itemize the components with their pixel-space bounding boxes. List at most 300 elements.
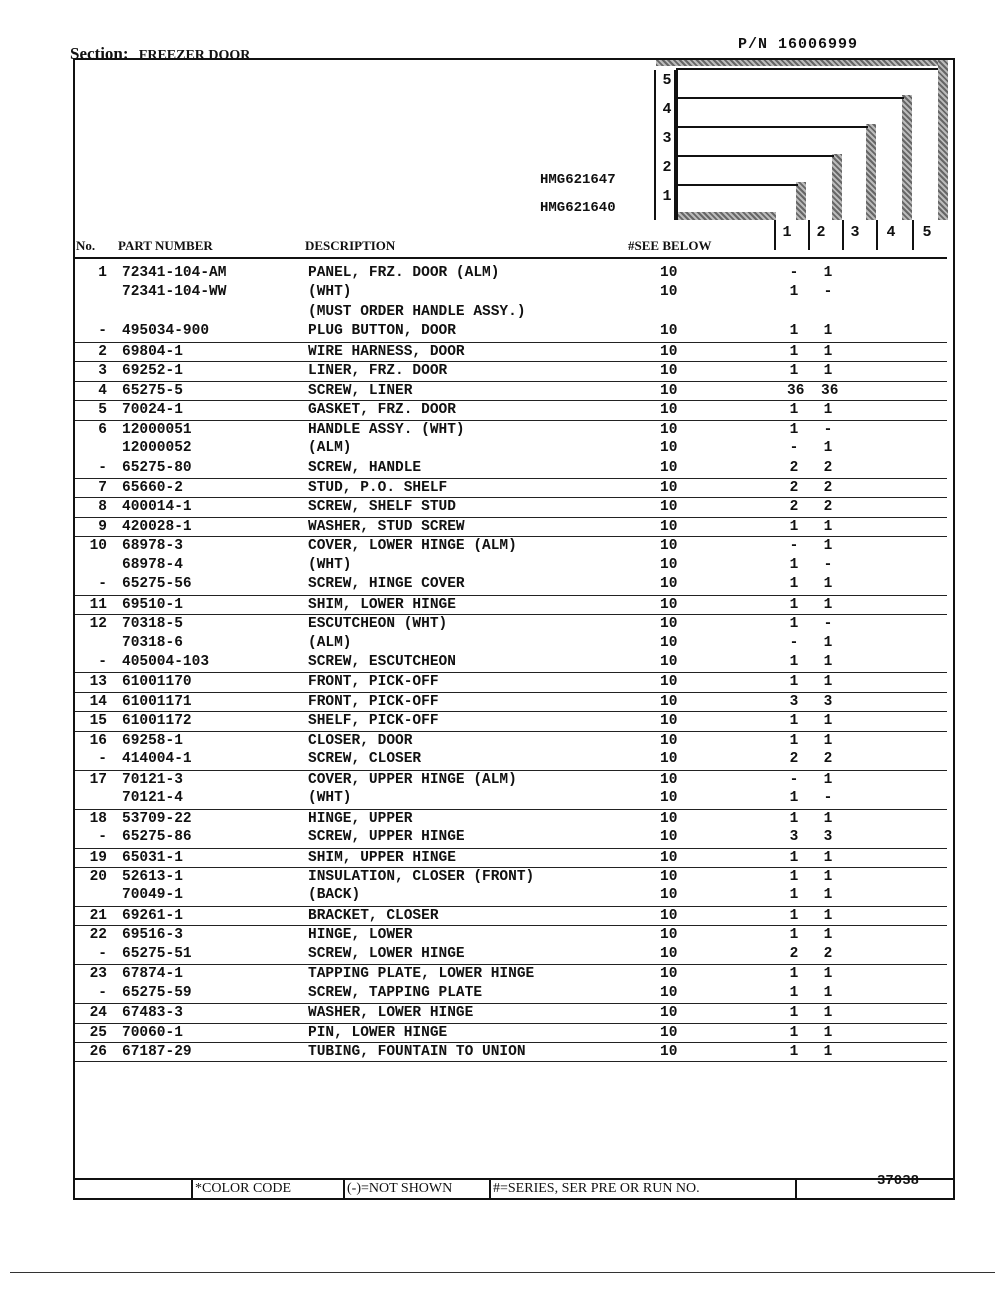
part-number: 414004-1 xyxy=(122,751,192,768)
table-row xyxy=(75,945,947,964)
item-number: 8 xyxy=(98,499,107,516)
table-row xyxy=(75,634,947,653)
item-number: - xyxy=(98,576,107,593)
qty-model-1: 1 xyxy=(789,907,799,924)
qty-model-2: 1 xyxy=(823,1024,833,1041)
description: FRONT, PICK-OFF xyxy=(308,674,439,691)
series: 10 xyxy=(660,323,678,340)
description: SCREW, TAPPING PLATE xyxy=(308,984,483,1001)
qty-model-1: 1 xyxy=(789,849,799,866)
item-number: - xyxy=(98,984,107,1001)
description: SCREW, ESCUTCHEON xyxy=(308,654,456,670)
part-number: 67874-1 xyxy=(122,966,183,983)
description: WIRE HARNESS, DOOR xyxy=(308,343,465,360)
item-number: 13 xyxy=(89,674,107,691)
item-number: - xyxy=(98,323,107,340)
table-row xyxy=(75,342,947,362)
header-rule xyxy=(75,257,947,259)
table-row xyxy=(75,925,947,945)
series: 10 xyxy=(660,402,678,419)
qty-model-2: 1 xyxy=(823,966,833,983)
series: 10 xyxy=(660,654,678,670)
qty-model-1: 1 xyxy=(789,616,799,633)
qty-model-1: 1 xyxy=(789,343,799,360)
item-number: 10 xyxy=(89,538,107,555)
part-number: 405004-103 xyxy=(122,654,210,670)
qty-model-1: 1 xyxy=(789,1044,799,1060)
qty-model-2: 1 xyxy=(823,265,833,281)
qty-model-1: 2 xyxy=(789,751,799,768)
qty-model-1: 1 xyxy=(789,790,799,807)
table-row xyxy=(75,400,947,420)
item-number: 25 xyxy=(89,1024,107,1041)
qty-model-2: 1 xyxy=(823,1005,833,1022)
item-number: 14 xyxy=(89,693,107,710)
description: SHIM, LOWER HINGE xyxy=(308,596,456,613)
qty-model-1: - xyxy=(789,265,799,281)
qty-model-2: 1 xyxy=(823,576,833,593)
part-number: 400014-1 xyxy=(122,499,192,516)
table-row xyxy=(75,381,947,401)
qty-model-1: 1 xyxy=(789,1024,799,1041)
description: COVER, LOWER HINGE (ALM) xyxy=(308,538,517,555)
qty-model-1: 1 xyxy=(789,654,799,670)
series: 10 xyxy=(660,674,678,691)
qty-model-1: 1 xyxy=(789,984,799,1001)
table-row xyxy=(75,497,947,517)
part-number: 68978-4 xyxy=(122,556,183,573)
description: SCREW, UPPER HINGE xyxy=(308,829,465,846)
series: 10 xyxy=(660,596,678,613)
item-number: - xyxy=(98,654,107,670)
qty-model-2: 1 xyxy=(823,927,833,944)
description: SCREW, LINER xyxy=(308,382,413,399)
qty-model-1: 1 xyxy=(789,887,799,904)
part-number: 67187-29 xyxy=(122,1044,192,1060)
part-number: 69510-1 xyxy=(122,596,183,613)
description: SCREW, HINGE COVER xyxy=(308,576,465,593)
qty-model-2: - xyxy=(823,790,833,807)
qty-model-1: 1 xyxy=(789,518,799,535)
part-number: 65275-80 xyxy=(122,459,192,476)
table-row xyxy=(75,867,947,887)
series: 10 xyxy=(660,382,678,399)
qty-model-1: - xyxy=(789,538,799,555)
series: 10 xyxy=(660,634,678,651)
description: (WHT) xyxy=(308,790,352,807)
qty-model-1: 1 xyxy=(789,596,799,613)
qty-model-2: 2 xyxy=(823,499,833,516)
part-number: 69261-1 xyxy=(122,907,183,924)
table-row xyxy=(75,439,947,458)
qty-model-2: 1 xyxy=(823,538,833,555)
qty-model-2: 1 xyxy=(823,654,833,670)
series: 10 xyxy=(660,887,678,904)
table-row xyxy=(75,1042,947,1062)
item-number: - xyxy=(98,751,107,768)
part-number: 70060-1 xyxy=(122,1024,183,1041)
qty-model-2: 2 xyxy=(823,459,833,476)
legend-footer xyxy=(75,1173,955,1202)
series: 10 xyxy=(660,907,678,924)
series: 10 xyxy=(660,284,678,301)
description: WASHER, LOWER HINGE xyxy=(308,1005,474,1022)
qty-model-1: - xyxy=(789,634,799,651)
part-number: 67483-3 xyxy=(122,1005,183,1022)
qty-model-2: - xyxy=(823,616,833,633)
qty-model-1: 1 xyxy=(789,810,799,827)
description: PLUG BUTTON, DOOR xyxy=(308,323,456,340)
description: SCREW, HANDLE xyxy=(308,459,422,476)
qty-model-2: 1 xyxy=(823,363,833,380)
series: 10 xyxy=(660,421,678,438)
qty-model-2: 3 xyxy=(823,829,833,846)
part-number: 53709-22 xyxy=(122,810,192,827)
item-number: 20 xyxy=(89,868,107,885)
series: 10 xyxy=(660,927,678,944)
part-number: 69516-3 xyxy=(122,927,183,944)
item-number: 11 xyxy=(89,596,107,613)
part-number: 70121-4 xyxy=(122,790,183,807)
item-number: 24 xyxy=(89,1005,107,1022)
description: HANDLE ASSY. (WHT) xyxy=(308,421,465,438)
part-number: 65275-51 xyxy=(122,945,192,962)
table-row xyxy=(75,361,947,381)
part-number: 61001170 xyxy=(122,674,192,691)
table-row xyxy=(75,848,947,868)
qty-model-1: 1 xyxy=(789,927,799,944)
item-number: 18 xyxy=(89,810,107,827)
item-number: 21 xyxy=(89,907,107,924)
qty-model-2: 1 xyxy=(823,402,833,419)
table-row xyxy=(75,653,947,672)
item-number: 1 xyxy=(98,265,107,281)
item-number: 22 xyxy=(89,927,107,944)
qty-model-1: 1 xyxy=(789,674,799,691)
column-header-series: #SEE BELOW xyxy=(628,238,712,253)
table-row xyxy=(75,770,947,790)
table-row xyxy=(75,264,947,283)
item-number: - xyxy=(98,459,107,476)
series: 10 xyxy=(660,984,678,1001)
description: GASKET, FRZ. DOOR xyxy=(308,402,456,419)
description: HINGE, LOWER xyxy=(308,927,413,944)
qty-model-1: 1 xyxy=(789,966,799,983)
item-number: 4 xyxy=(98,382,107,399)
series: 10 xyxy=(660,363,678,380)
qty-model-2: 1 xyxy=(823,343,833,360)
series: 10 xyxy=(660,499,678,516)
qty-model-2: 1 xyxy=(823,868,833,885)
qty-model-1: 3 xyxy=(789,829,799,846)
column-box-2: 2 xyxy=(816,224,826,241)
item-number: 17 xyxy=(89,771,107,788)
qty-model-2: 2 xyxy=(823,751,833,768)
description: PANEL, FRZ. DOOR (ALM) xyxy=(308,265,500,281)
part-number: 52613-1 xyxy=(122,868,183,885)
qty-model-1: 1 xyxy=(789,713,799,730)
model-box-4: 4 xyxy=(662,101,672,118)
part-number: 65660-2 xyxy=(122,479,183,496)
part-number: 65275-56 xyxy=(122,576,192,593)
part-number: 70121-3 xyxy=(122,771,183,788)
qty-model-1: 1 xyxy=(789,323,799,340)
part-number: 65275-86 xyxy=(122,829,192,846)
item-number: 2 xyxy=(98,343,107,360)
column-header-part-number: PART NUMBER xyxy=(118,238,213,253)
qty-model-1: 2 xyxy=(789,479,799,496)
page-bottom-rule xyxy=(10,1272,995,1273)
legend-color-code: *COLOR CODE xyxy=(195,1181,292,1196)
table-row xyxy=(75,809,947,829)
description: ESCUTCHEON (WHT) xyxy=(308,616,448,633)
column-box-1: 1 xyxy=(782,224,792,241)
series: 10 xyxy=(660,576,678,593)
series: 10 xyxy=(660,265,678,281)
series: 10 xyxy=(660,810,678,827)
model-number-2: HMG621647 xyxy=(540,172,616,188)
column-box-4: 4 xyxy=(886,224,896,241)
qty-model-1: 1 xyxy=(789,868,799,885)
table-row xyxy=(75,614,947,634)
item-number: - xyxy=(98,945,107,962)
series: 10 xyxy=(660,771,678,788)
item-number: - xyxy=(98,829,107,846)
qty-model-1: 1 xyxy=(789,421,799,438)
qty-model-1: 2 xyxy=(789,499,799,516)
series: 10 xyxy=(660,732,678,749)
description: (ALM) xyxy=(308,440,352,457)
series: 10 xyxy=(660,790,678,807)
model-box-3: 3 xyxy=(662,130,672,147)
series: 10 xyxy=(660,1005,678,1022)
series: 10 xyxy=(660,1024,678,1041)
item-number: 19 xyxy=(89,849,107,866)
qty-model-1: 3 xyxy=(789,693,799,710)
qty-model-2: 1 xyxy=(823,984,833,1001)
qty-model-2: 1 xyxy=(823,732,833,749)
qty-model-1: - xyxy=(789,440,799,457)
series: 10 xyxy=(660,693,678,710)
part-number: 12000051 xyxy=(122,421,192,438)
table-row xyxy=(75,536,947,556)
description: FRONT, PICK-OFF xyxy=(308,693,439,710)
qty-model-2: - xyxy=(823,284,833,301)
part-number: 61001172 xyxy=(122,713,192,730)
part-number: 70318-6 xyxy=(122,634,183,651)
description: COVER, UPPER HINGE (ALM) xyxy=(308,771,517,788)
item-number: 7 xyxy=(98,479,107,496)
qty-model-2: - xyxy=(823,421,833,438)
qty-model-2: 1 xyxy=(823,849,833,866)
part-number: 65275-59 xyxy=(122,984,192,1001)
table-row xyxy=(75,886,947,905)
part-number: 495034-900 xyxy=(122,323,210,340)
series: 10 xyxy=(660,1044,678,1060)
table-row xyxy=(75,750,947,769)
model-box-1: 1 xyxy=(662,188,672,205)
description: HINGE, UPPER xyxy=(308,810,413,827)
table-row xyxy=(75,984,947,1003)
qty-model-1: 2 xyxy=(789,459,799,476)
item-number: 23 xyxy=(89,966,107,983)
item-number: 16 xyxy=(89,732,107,749)
description: SCREW, CLOSER xyxy=(308,751,422,768)
item-number: 26 xyxy=(89,1044,107,1060)
qty-model-2: 1 xyxy=(823,518,833,535)
item-number: 3 xyxy=(98,363,107,380)
qty-model-1: 1 xyxy=(789,402,799,419)
model-box-2: 2 xyxy=(662,159,672,176)
series: 10 xyxy=(660,868,678,885)
series: 10 xyxy=(660,713,678,730)
series: 10 xyxy=(660,518,678,535)
legend-series: #=SERIES, SER PRE OR RUN NO. xyxy=(493,1181,700,1196)
series: 10 xyxy=(660,751,678,768)
series: 10 xyxy=(660,829,678,846)
table-row xyxy=(75,420,947,440)
qty-model-2: 2 xyxy=(823,479,833,496)
part-number: 61001171 xyxy=(122,693,192,710)
qty-model-2: 1 xyxy=(823,596,833,613)
part-number: 12000052 xyxy=(122,440,192,457)
table-row xyxy=(75,692,947,712)
series: 10 xyxy=(660,849,678,866)
description: PIN, LOWER HINGE xyxy=(308,1024,448,1041)
table-row xyxy=(75,575,947,594)
description: SCREW, LOWER HINGE xyxy=(308,945,465,962)
qty-model-2: 1 xyxy=(823,907,833,924)
model-box-5: 5 xyxy=(662,72,672,89)
section-label: Section: xyxy=(70,44,129,63)
description: LINER, FRZ. DOOR xyxy=(308,363,448,380)
description: INSULATION, CLOSER (FRONT) xyxy=(308,868,535,885)
table-row xyxy=(75,964,947,984)
description: SHELF, PICK-OFF xyxy=(308,713,439,730)
part-number: 420028-1 xyxy=(122,518,192,535)
description: TUBING, FOUNTAIN TO UNION xyxy=(308,1044,526,1060)
table-row xyxy=(75,1003,947,1023)
qty-model-2: 1 xyxy=(823,1044,833,1060)
description: TAPPING PLATE, LOWER HINGE xyxy=(308,966,535,983)
qty-model-1: 1 xyxy=(789,1005,799,1022)
description: (ALM) xyxy=(308,634,352,651)
qty-model-2: 1 xyxy=(823,634,833,651)
column-box-3: 3 xyxy=(850,224,860,241)
table-row xyxy=(75,595,947,615)
table-row xyxy=(75,828,947,847)
description: CLOSER, DOOR xyxy=(308,732,413,749)
part-number: 70049-1 xyxy=(122,887,183,904)
qty-model-2: 1 xyxy=(823,810,833,827)
series: 10 xyxy=(660,616,678,633)
qty-model-2: 36 xyxy=(821,382,839,399)
table-row xyxy=(75,478,947,498)
part-number: 65031-1 xyxy=(122,849,183,866)
description: (MUST ORDER HANDLE ASSY.) xyxy=(308,303,526,320)
part-number: 69258-1 xyxy=(122,732,183,749)
table-row xyxy=(75,517,947,537)
series: 10 xyxy=(660,556,678,573)
item-number: 9 xyxy=(98,518,107,535)
qty-model-1: 2 xyxy=(789,945,799,962)
series: 10 xyxy=(660,440,678,457)
table-row xyxy=(75,556,947,575)
table-row xyxy=(75,789,947,808)
column-header-description: DESCRIPTION xyxy=(305,238,396,253)
table-row xyxy=(75,906,947,926)
part-number: 70318-5 xyxy=(122,616,183,633)
item-number: 12 xyxy=(89,616,107,633)
description: BRACKET, CLOSER xyxy=(308,907,439,924)
table-row xyxy=(75,322,947,341)
qty-model-2: 3 xyxy=(823,693,833,710)
part-number: 69804-1 xyxy=(122,343,183,360)
description: (BACK) xyxy=(308,887,361,904)
qty-model-2: 1 xyxy=(823,887,833,904)
part-number-header: P/N 16006999 xyxy=(738,36,859,53)
description: SCREW, SHELF STUD xyxy=(308,499,456,516)
item-number: 15 xyxy=(89,713,107,730)
qty-model-2: - xyxy=(823,556,833,573)
qty-model-2: 1 xyxy=(823,771,833,788)
qty-model-1: 36 xyxy=(787,382,805,399)
qty-model-1: 1 xyxy=(789,732,799,749)
series: 10 xyxy=(660,966,678,983)
description: STUD, P.O. SHELF xyxy=(308,479,448,496)
part-number: 72341-104-WW xyxy=(122,284,227,301)
part-number: 68978-3 xyxy=(122,538,183,555)
qty-model-2: 1 xyxy=(823,713,833,730)
series: 10 xyxy=(660,479,678,496)
table-row xyxy=(75,303,947,322)
model-number-1: HMG621640 xyxy=(540,200,616,216)
part-number: 70024-1 xyxy=(122,402,183,419)
document-number: 37038 xyxy=(877,1173,920,1189)
qty-model-2: 1 xyxy=(823,440,833,457)
qty-model-2: 1 xyxy=(823,674,833,691)
series: 10 xyxy=(660,945,678,962)
series: 10 xyxy=(660,459,678,476)
table-row xyxy=(75,672,947,692)
qty-model-1: - xyxy=(789,771,799,788)
qty-model-1: 1 xyxy=(789,576,799,593)
table-row xyxy=(75,459,947,478)
table-row xyxy=(75,731,947,751)
part-number: 69252-1 xyxy=(122,363,183,380)
table-row xyxy=(75,711,947,731)
qty-model-1: 1 xyxy=(789,556,799,573)
legend-not-shown: (-)=NOT SHOWN xyxy=(347,1181,453,1196)
table-end-rule xyxy=(75,1061,947,1062)
column-header-no: No. xyxy=(76,238,96,253)
section-value: FREEZER DOOR xyxy=(138,48,251,63)
table-row xyxy=(75,283,947,302)
part-number: 65275-5 xyxy=(122,382,183,399)
description: (WHT) xyxy=(308,556,352,573)
qty-model-1: 1 xyxy=(789,284,799,301)
item-number: 5 xyxy=(98,402,107,419)
part-number: 72341-104-AM xyxy=(122,265,227,281)
series: 10 xyxy=(660,538,678,555)
description: WASHER, STUD SCREW xyxy=(308,518,465,535)
qty-model-2: 1 xyxy=(823,323,833,340)
description: SHIM, UPPER HINGE xyxy=(308,849,456,866)
qty-model-2: 2 xyxy=(823,945,833,962)
item-number: 6 xyxy=(98,421,107,438)
table-row xyxy=(75,1023,947,1043)
column-box-5: 5 xyxy=(922,224,932,241)
